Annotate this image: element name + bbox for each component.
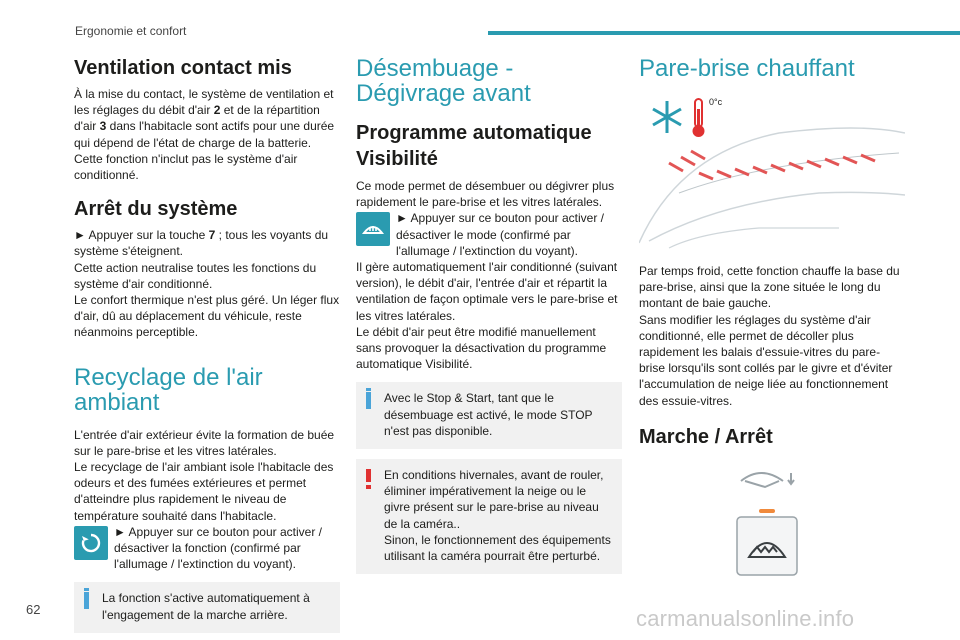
- para-recyc-2: Le recyclage de l'air ambiant isole l'habitacle des odeurs et des fumées extérieures et permet d'atteindre plus rapidement le niveau de température souhaité dans l'habitacle.: [74, 460, 334, 523]
- steering-wheel-icon: [741, 473, 794, 487]
- info-icon: [366, 392, 371, 409]
- para-ventilation-2: Cette fonction n'inclut pas le système d'air conditionné.: [74, 151, 298, 183]
- column-3: [639, 56, 905, 584]
- snowflake-icon: [653, 101, 681, 133]
- para-prog-2: ► Appuyer sur ce bouton pour activer / désactiver le mode (confirmé par l'allumage / l'extinction du voyant).: [356, 210, 622, 259]
- thermometer-icon: [693, 99, 705, 137]
- para-pb-2: Sans modifier les réglages du système d'air conditionné, elle permet de décoller plus rapidement les balais d'essuie-vitres du pare-brise lorsqu'ils sont collés par le givre et d'éviter l'accumulation de neige liée au fonctionnement des essuie-vitres.: [639, 312, 893, 408]
- heading-arret: Arrêt du système: [74, 198, 238, 221]
- para-ventilation-1: À la mise du contact, le système de ventilation et les réglages du débit d'air 2 et de la répartition d'air 3 dans l'habitacle sont actifs pour une durée qui dépend de l'état de charge de la batterie.: [74, 87, 335, 150]
- heating-arrows: [669, 151, 875, 179]
- column-1: [74, 56, 340, 633]
- para-arret-1: ► Appuyer sur la touche 7 ; tous les voyants du système s'éteignent.: [74, 228, 329, 259]
- heading-parebrise: Pare-brise chauffant: [639, 55, 855, 82]
- control-illustration: [731, 459, 811, 584]
- temperature-label: 0°c: [709, 97, 723, 107]
- warning-icon: [366, 469, 371, 482]
- indicator-light: [759, 509, 775, 513]
- info-icon: [84, 592, 89, 609]
- heading-ventilation: Ventilation contact mis: [74, 57, 292, 79]
- warning-note-camera: En conditions hivernales, avant de rouler, éliminer impérativement la neige ou le givre présent sur le pare-brise au niveau de la caméra.. Sinon, le fonctionnement des équipements utilisant la caméra pourrait être perturbé.: [356, 459, 622, 574]
- para-prog-4: Le débit d'air peut être modifié manuellement sans provoquer la désactivation du programme automatique Visibilité.: [356, 324, 607, 372]
- section-header: Ergonomie et confort: [75, 24, 187, 38]
- heading-desembuage: Désembuage - Dégivrage avant: [356, 55, 531, 107]
- para-pb-1: Par temps froid, cette fonction chauffe la base du pare-brise, ainsi que la zone située le long du montant de baie gauche.: [639, 264, 900, 311]
- para-prog-3: Il gère automatiquement l'air conditionné (suivant version), le débit d'air, l'entrée d'air et répartit la ventilation de façon optimale vers le pare-brise et les vitres latérales.: [356, 260, 618, 323]
- windscreen-demist-icon: [356, 212, 390, 246]
- para-prog-1: Ce mode permet de désembuer ou dégivrer plus rapidement le pare-brise et les vitres latérales.: [356, 179, 615, 210]
- header-accent-bar: [488, 31, 960, 35]
- heated-windscreen-button: [737, 517, 797, 575]
- watermark: carmanualsonline.info: [636, 606, 855, 631]
- heading-programme: Programme automatique Visibilité: [356, 122, 592, 170]
- car-drawing: [639, 93, 905, 253]
- heated-windscreen-illustration: [639, 93, 905, 253]
- recirculation-icon: [74, 526, 108, 560]
- info-note-stop: Avec le Stop & Start, tant que le désembuage est activé, le mode STOP n'est pas disponible.: [356, 382, 622, 449]
- heading-recyclage: Recyclage de l'air ambiant: [74, 363, 263, 416]
- para-arret-3: Le confort thermique n'est plus géré. Un léger flux d'air, dû au déplacement du véhicule, reste néanmoins perceptible.: [74, 293, 340, 340]
- column-2: [356, 56, 622, 574]
- para-recyc-3: ► Appuyer sur ce bouton pour activer / désactiver la fonction (confirmé par l'allumage / l'extinction du voyant).: [74, 524, 340, 573]
- page-number: 62: [26, 602, 41, 617]
- para-recyc-1: L'entrée d'air extérieur évite la formation de buée sur le pare-brise et les vitres latérales.: [74, 427, 335, 458]
- info-note-recyclage: La fonction s'active automatiquement à l'engagement de la marche arrière.: [74, 582, 340, 632]
- para-arret-2: Cette action neutralise toutes les fonctions du système d'air conditionné.: [74, 260, 317, 291]
- heading-marche: Marche / Arrêt: [639, 425, 773, 448]
